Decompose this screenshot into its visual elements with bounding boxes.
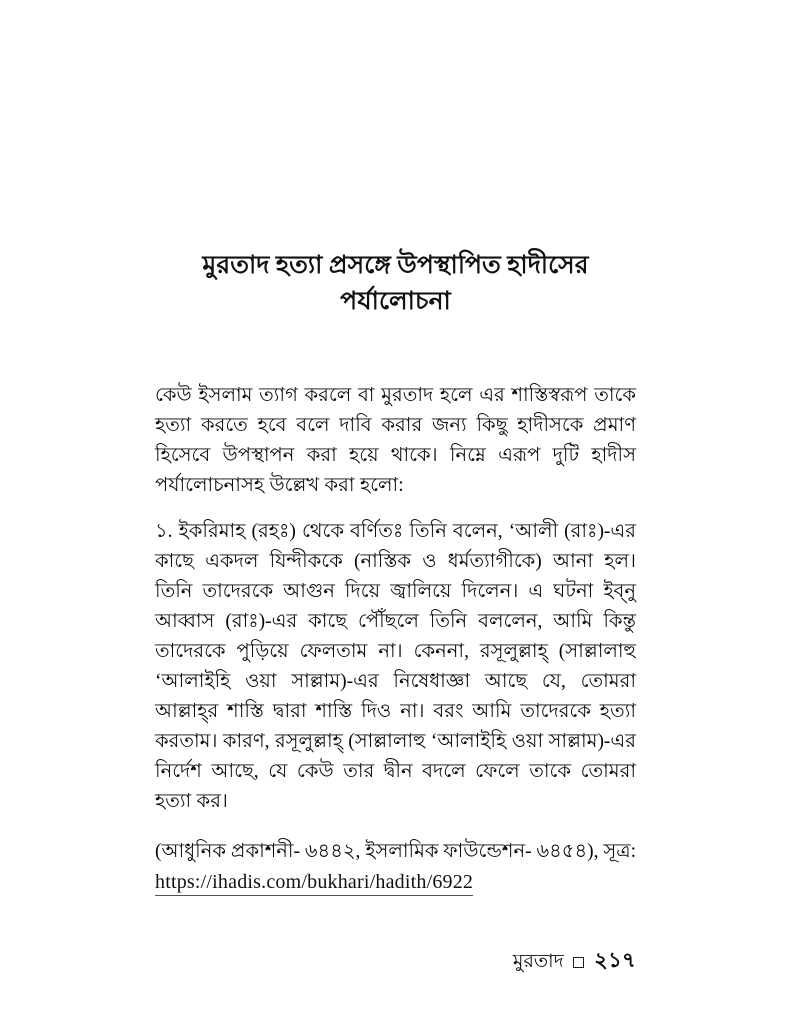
page-footer — [155, 944, 636, 979]
citation-block — [155, 837, 636, 898]
footer-chapter-label: মুরতাদ — [512, 951, 564, 972]
page-title-line-1: মুরতাদ হত্যা প্রসঙ্গে উপস্থাপিত হাদীসের — [202, 252, 589, 279]
source-url-link[interactable]: https://ihadis.com/bukhari/hadith/6922 — [155, 869, 473, 896]
hadith-paragraph-1: ১. ইকরিমাহ (রহঃ) থেকে বর্ণিতঃ তিনি বলেন, ‘আলী (রাঃ)-এর কাছে একদল যিন্দীককে (নাস্তিক ও ধর্মত্যাগীকে) আনা হল। তিনি তাদেরকে আগুন দিয়ে জ্বালিয়ে দিলেন। এ ঘটনা ইব্‌নু আব্বাস (রাঃ)-এর কাছে পৌঁছলে তিনি বললেন, আমি কিন্তু তাদেরকে পুড়িয়ে ফেলতাম না। কেননা, রসূলুল্লাহ্‌ (সাল্লালাহু ‘আলাইহি ওয়া সাল্লাম)-এর নিষেধাজ্ঞা আছে যে, তোমরা আল্লাহ্‌র শাস্তি দ্বারা শাস্তি দিও না। বরং আমি তাদেরকে হত্যা করতাম। কারণ, রসূলুল্লাহ্‌ (সাল্লালাহু ‘আলাইহি ওয়া সাল্লাম)-এর নির্দেশ আছে, যে কেউ তার দ্বীন বদলে ফেলে তাকে তোমরা হত্যা কর। — [155, 521, 636, 812]
page-title-line-2: পর্যালোচনা — [340, 287, 451, 315]
intro-paragraph: কেউ ইসলাম ত্যাগ করলে বা মুরতাদ হলে এর শাস্তিস্বরূপ তাকে হত্যা করতে হবে বলে দাবি করার জন্য কিছু হাদীসকে প্রমাণ হিসেবে উপস্থাপন করা হয়ে থাকে। নিম্নে এরূপ দুটি হাদীস পর্যালোচনাসহ উল্লেখ করা হলো: — [155, 385, 636, 496]
title-spacer — [155, 319, 636, 381]
footer-page-number: ২১৭ — [594, 948, 636, 972]
citation-text: (আধুনিক প্রকাশনী- ৬৪৪২, ইসলামিক ফাউন্ডেশন- ৬৪৫৪), সূত্র: — [155, 841, 636, 862]
footer-separator-box-icon — [573, 957, 584, 968]
page-content — [155, 248, 636, 898]
page-title — [155, 248, 636, 319]
